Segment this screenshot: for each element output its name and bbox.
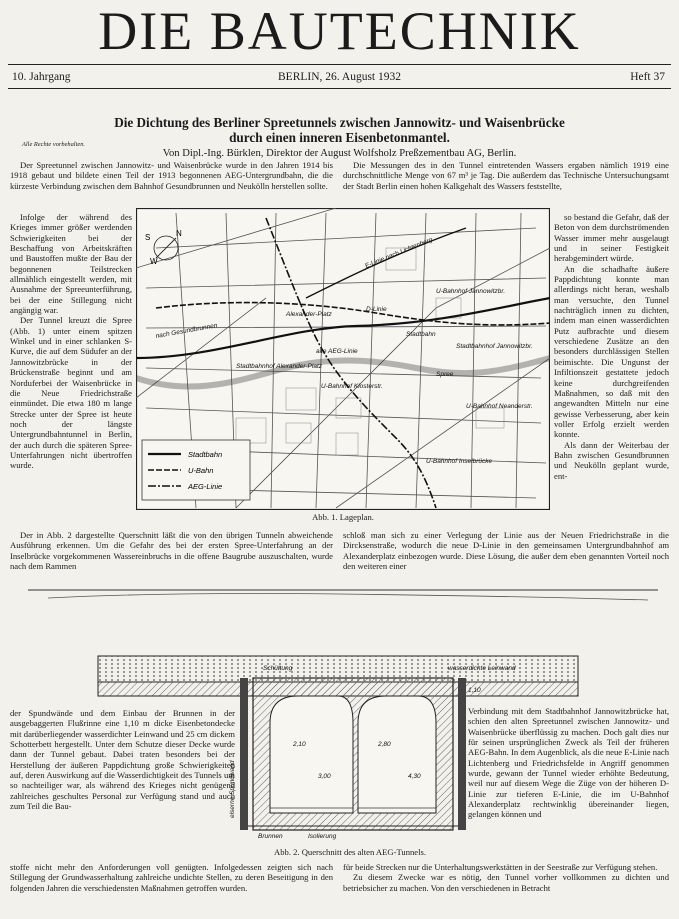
dim-w2: 2,80	[378, 741, 391, 748]
figure1-caption: Abb. 1. Lageplan.	[312, 512, 374, 522]
label-schotter: Schüttung	[263, 665, 293, 672]
lower-right-text: Verbindung mit dem Stadtbahnhof Jannowitzbrücke hat, schien den alten Spreetunnel zwischen Jannowitz- und Waisenbrücke überflüssig zu machen. Doch galt dies nur für seinen ursprünglichen Zweck als Teil der früheren AEG-Bahn. In dem Augenblick, als die neue E-Linie nach Lichtenberg und Friedrichsfelde in Angriff genommen wurde, gewann der Tunnel wieder erhöhte Bedeutung, weil nur auf diesem Wege die Züge von der höheren D-Linie zur tieferen E-Linie, die im U-Bahnhof Alexanderplatz rechtwinklig übereinander liegen, gelangen können und	[468, 706, 669, 820]
spundwand-left	[240, 678, 248, 830]
full1-right: schloß man sich zu einer Verlegung der Linie aus der Neuen Friedrichstraße in die Dircksenstraße, wodurch die neue D-Linie in den gemeinsamen Untergrundbahnhof am Alexanderplatz einbezogen wurde. Diese Lösung, die außer dem eben genannten Vorteil noch den weiteren einer	[343, 530, 669, 572]
label-klosterstr: U-Bahnhof Klosterstr.	[321, 383, 383, 390]
tunnel-bore-right	[358, 696, 436, 813]
masthead-rule-top	[8, 64, 671, 65]
label-inselbruecke: U-Bahnhof Inselbrücke	[426, 458, 493, 465]
label-leinwand: wasserdichte Leinwand	[448, 665, 516, 672]
issue-date: BERLIN, 26. August 1932	[278, 71, 401, 83]
issue-number: Heft 37	[630, 71, 665, 83]
figure-lageplan	[136, 208, 550, 510]
compass-w: W	[150, 257, 158, 266]
label-isolierung: Isolierung	[308, 833, 337, 840]
tunnel-bore-left	[270, 696, 353, 813]
map-legend	[142, 440, 250, 500]
compass-s: S	[145, 233, 151, 242]
label-aeg-linie: alte AEG-Linie	[316, 348, 358, 355]
label-stadtbhf-jann: Stadtbahnhof Jannowitzbr.	[456, 343, 533, 350]
lower-left-text: der Spundwände und dem Einbau der Brunnen in der ausgebaggerten Flußrinne eine 1,10 m dicke Eisenbetondecke mit darüberliegender wasserdichter Leinwand und 25 cm dickem Schotterbett hergestellt. Unter dem Schutze dieser Decke wurde dann der Tunnel gebaut. Dabei traten besonders bei der Herstellung der äußeren Pappdichtung große Schwierigkeiten auf, deren Auswirkung auf die Wasserdichtigkeit des Tunnels um so nachteiliger war, als während des Krieges nicht genügend zahlreiches geschultes Personal zur Verfügung stand und auch zum Teil die Bau-	[10, 708, 235, 812]
spundwand-right	[458, 678, 466, 830]
lageplan-map	[136, 208, 550, 510]
col1-intro: Der Spreetunnel zwischen Jannowitz- und Waisenbrücke wurde in den Jahren 1914 bis 1918 gebaut und bildete einen Teil der 1913 begonnenen AEG-Untergrundbahn, die die kürzeste Verbindung zwischen dem Bahnhof Gesundbrunnen und Neukölln herstellen sollte.	[10, 160, 333, 191]
col1-narrow: Infolge der während des Krieges immer größer werdenden Schwierigkeiten bei der Beschaffung von Arbeitskräften und Baustoffen mußte der Bau der begonnenen Teilstrecken allmählich eingestellt werden, mit Ausnahme der Spreeunterführung, bei der eine Stillegung nicht angängig war. Der Tunnel kreuzt die Spree (Abb. 1) unter einem spitzen Winkel und in einer schlanken S-Kurve, die auf dem Südufer an der Jannowitzbrücke in der Brückenstraße beginnt und am Norduferbei der Waisenbrücke in die Neue Friedrichstraße einmündet. Die etwa 180 m lange Strecke unter der Spree ist heute noch der längste Untergrundbahntunnel in Berlin, der auch durch die späteren Spree-Unterfahrungen nicht übertroffen wurde.	[10, 212, 132, 471]
col2-narrow: so bestand die Gefahr, daß der Beton von dem durchströmenden Wasser immer mehr ausgelaugt und in seiner Festigkeit herabgemindert würde. An die schadhafte äußere Pappdichtung konnte man allerdings nicht heran, weshalb man versuchte, den Tunnel nachträglich innen zu dichten, indem man einen wasserdichten Putz aufbrachte und diesem verschiedene Zusätze an den besonders durchlässigen Stellen beimischte. Die Ungunst der Infiltionszeit gestattete jedoch keine durchgreifenden Maßnahmen, so daß mit den angewandten Mitteln nur eine gewisse Verbesserung, aber kein voller Erfolg erzielt werden konnte. Als dann der Weiterbau der Bahn zwischen Gesundbrunnen und Neukölln geplant wurde, ent-	[554, 212, 669, 481]
bottom-right-text: für beide Strecken nur die Unterhaltungswerkstätten in der Seestraße zur Verfügung stehen. Zu diesem Zwecke war es nötig, den Tunnel vorher vollkommen zu dichten und betriebsicher zu machen. Von den verschiedenen in Betracht	[343, 862, 669, 893]
compass-n: N	[176, 229, 182, 238]
article-title-line1: Die Dichtung des Berliner Spreetunnels zwischen Jannowitz- und Waisenbrücke	[114, 115, 565, 130]
label-jannowitz: U-Bahnhof Jannowitzbr.	[436, 288, 506, 295]
label-spundwand: eiserne Spundwand	[229, 760, 236, 818]
label-alexanderplatz: Alexander-Platz	[286, 311, 332, 318]
label-brunnen: Brunnen	[258, 833, 283, 840]
journal-masthead: DIE BAUTECHNIK	[98, 1, 581, 61]
rights-notice: Alle Rechte vorbehalten.	[22, 141, 85, 148]
riverbed-line	[48, 594, 648, 601]
volume-label: 10. Jahrgang	[12, 71, 71, 83]
legend-u-bahn: U-Bahn	[188, 466, 214, 475]
figure2-caption: Abb. 2. Querschnitt des alten AEG-Tunnels.	[274, 847, 426, 857]
masthead-rule-bottom	[8, 88, 671, 89]
label-d-linie: D-Linie	[366, 306, 387, 313]
dim-w1: 2,10	[293, 741, 306, 748]
legend-aeg-linie: AEG-Linie	[188, 482, 223, 491]
dim-h2: 1,10	[468, 687, 481, 694]
col2-intro: Die Messungen des in den Tunnel eintretenden Wassers ergaben nämlich 1919 eine durchschnittliche Menge von 67 m³ je Tag. Die außerdem das Technische Untersuchungsamt der Stadt Berlin einen hohen Kalkgehalt des Wassers feststellte,	[343, 160, 669, 191]
dim-h1: 3,00	[318, 773, 331, 780]
bottom-left-text: stoffe nicht mehr den Anforderungen voll genügten. Infolgedessen zeigten sich nach Stillegung der Grundwasserhaltung zahlreiche undichte Stellen, zu deren Beseitigung in den folgenden Jahren die verschiedensten Maßnahmen getroffen wurden.	[10, 862, 333, 893]
label-stadtbahn: Stadtbahn	[406, 331, 436, 338]
full1-left: Der in Abb. 2 dargestellte Querschnitt läßt die von den übrigen Tunneln abweichende Ausführung erkennen. Um die Gefahr des bei der ersten Spree-Unterfahrung an der Inselbrücke vorgekommenen Wassereinbruchs in die offene Baugrube auszuschalten, wurde nach dem Rammen	[10, 530, 333, 572]
article-title-line2: durch einen inneren Eisenbetonmantel.	[229, 130, 450, 145]
label-neanderstr: U-Bahnhof Neanderstr.	[466, 403, 533, 410]
label-e-linie: E-Linie nach Lichtenberg	[364, 236, 434, 270]
label-spree: Spree	[436, 371, 454, 378]
label-gesundbrunnen: nach Gesundbrunnen	[155, 322, 218, 340]
dim-w3: 4,30	[408, 773, 421, 780]
legend-stadtbahn: Stadtbahn	[188, 450, 223, 459]
label-bhf-alex: Stadtbahnhof Alexander-Platz	[236, 363, 323, 370]
byline: Von Dipl.-Ing. Bürklen, Direktor der August Wolfsholz Preßzementbau AG, Berlin.	[162, 148, 517, 159]
